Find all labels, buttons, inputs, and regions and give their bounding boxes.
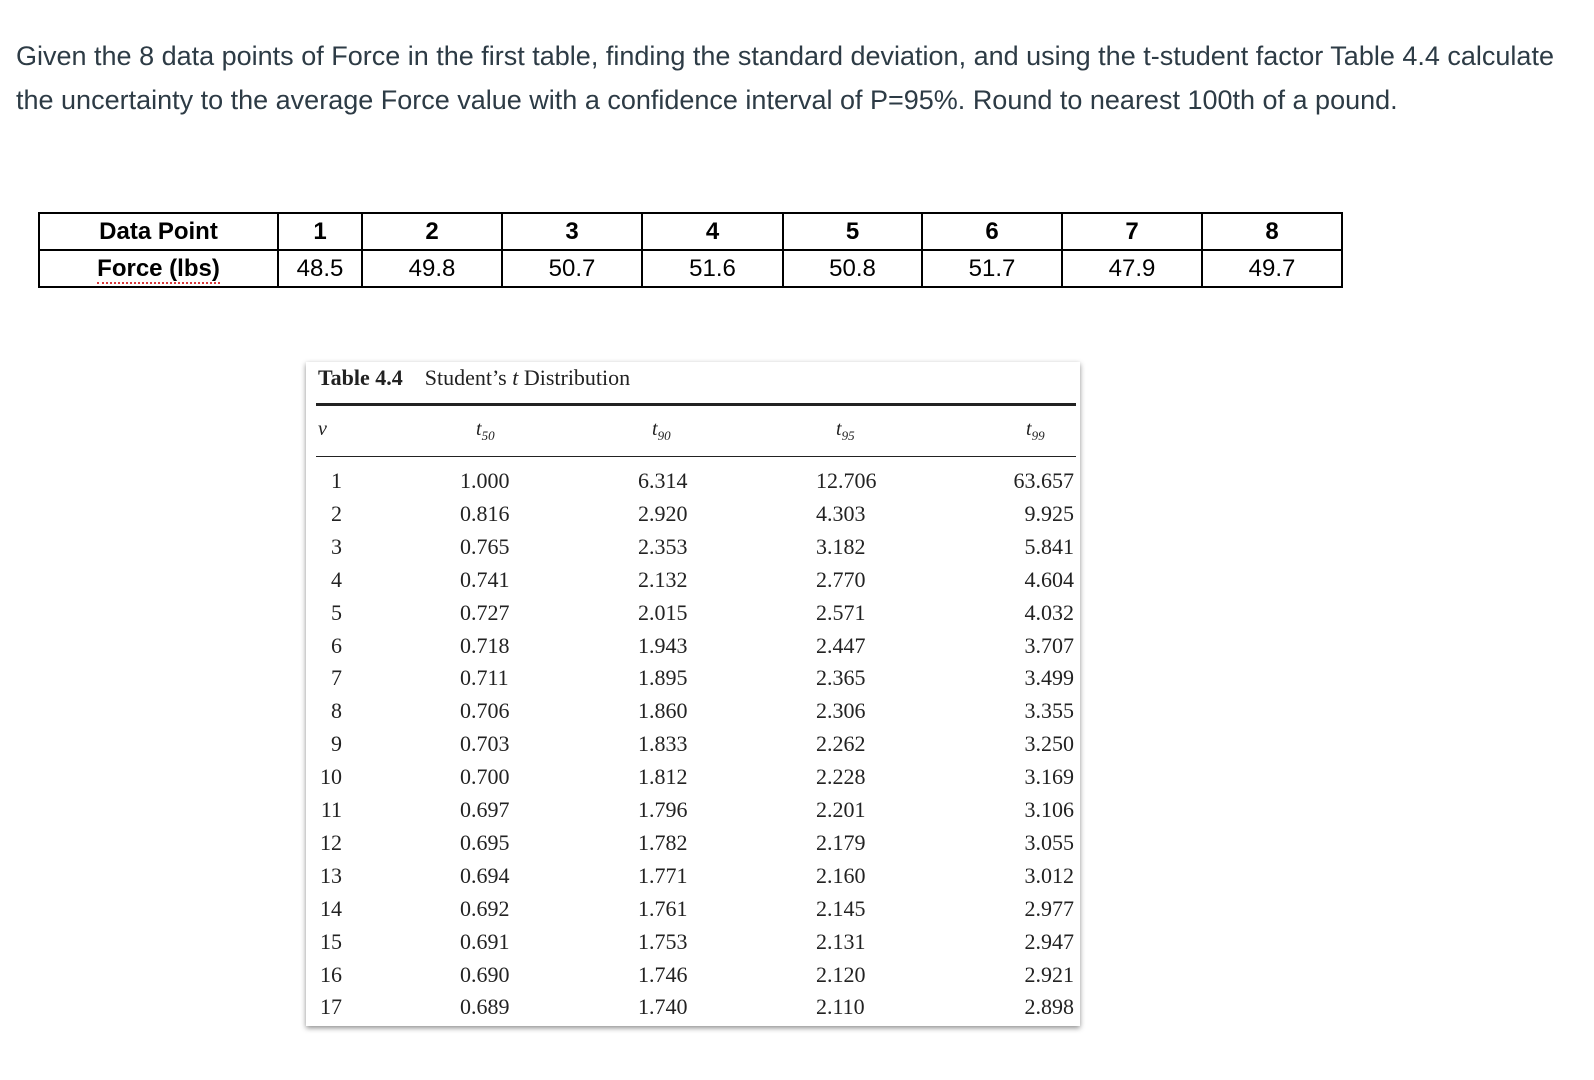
cell-nu: 2 xyxy=(331,500,342,526)
cell-t99: 3.499 xyxy=(1024,665,1074,691)
cell-t50: 0.741 xyxy=(460,566,510,592)
cell-t99: 5.841 xyxy=(1024,533,1074,559)
header-t99 xyxy=(1026,418,1045,444)
force-cell: 47.9 xyxy=(1062,250,1202,287)
cell-nu: 9 xyxy=(331,731,342,757)
cell-t50: 0.694 xyxy=(460,862,510,888)
table-caption xyxy=(318,365,630,391)
cell-t50: 0.718 xyxy=(460,632,510,658)
cell-t90: 1.943 xyxy=(638,632,688,658)
cell-nu: 12 xyxy=(320,829,342,855)
table-row xyxy=(306,633,1080,666)
cell-t50: 0.690 xyxy=(460,961,510,987)
table-row xyxy=(306,994,1080,1027)
table-row xyxy=(306,665,1080,698)
cell-t99: 3.707 xyxy=(1024,632,1074,658)
cell-t50: 0.816 xyxy=(460,500,510,526)
cell-t99: 3.012 xyxy=(1024,862,1074,888)
cell-t95: 2.447 xyxy=(816,632,866,658)
header-t-symbol: t xyxy=(652,418,658,440)
data-point-cell: 1 xyxy=(278,213,362,250)
table-row xyxy=(306,567,1080,600)
table-title-rest: Distribution xyxy=(518,365,631,390)
cell-t90: 1.782 xyxy=(638,829,688,855)
data-point-row xyxy=(39,213,1342,250)
row-label-data-point: Data Point xyxy=(39,213,278,250)
cell-t50: 0.765 xyxy=(460,533,510,559)
force-cell: 50.7 xyxy=(502,250,642,287)
force-cell: 49.7 xyxy=(1202,250,1342,287)
cell-t95: 2.201 xyxy=(816,797,866,822)
data-point-cell: 2 xyxy=(362,213,502,250)
force-row xyxy=(39,250,1342,287)
header-subscript: 95 xyxy=(841,428,855,443)
question-text: Given the 8 data points of Force in the first table, finding the standard deviation, and using the t-student factor Table 4.4 calculate the uncertainty to the average Force value with a confidence interval of P=95%. Round to nearest 100th of a pound. xyxy=(16,41,1554,115)
cell-t90: 1.761 xyxy=(638,895,688,921)
cell-t90: 1.860 xyxy=(638,698,688,724)
cell-t95: 2.179 xyxy=(816,829,866,855)
cell-t95: 2.306 xyxy=(816,698,866,724)
header-rule xyxy=(316,456,1076,457)
force-cell: 51.7 xyxy=(922,250,1062,287)
header-t95 xyxy=(836,418,855,444)
header-t90 xyxy=(652,418,671,444)
cell-t90: 1.771 xyxy=(638,862,688,888)
cell-t50: 0.695 xyxy=(460,829,510,855)
cell-t50: 0.697 xyxy=(460,797,510,822)
cell-t90: 1.753 xyxy=(638,928,688,954)
table-row xyxy=(306,863,1080,896)
table-row xyxy=(306,797,1080,830)
cell-nu: 4 xyxy=(331,566,342,592)
cell-nu: 13 xyxy=(320,862,342,888)
t-distribution-table-image xyxy=(306,362,1080,1026)
header-t50 xyxy=(476,418,495,444)
cell-t50: 0.703 xyxy=(460,731,510,757)
cell-t50: 0.711 xyxy=(460,665,509,691)
cell-nu: 6 xyxy=(331,632,342,658)
cell-nu: 15 xyxy=(320,928,342,954)
cell-t95: 3.182 xyxy=(816,533,866,559)
cell-t95: 2.770 xyxy=(816,566,866,592)
header-t-symbol: t xyxy=(836,418,842,440)
cell-nu: 11 xyxy=(320,797,342,822)
header-t-symbol: t xyxy=(1026,418,1032,440)
cell-t50: 0.689 xyxy=(460,994,510,1020)
cell-t90: 1.833 xyxy=(638,731,688,757)
table-title: Student’s xyxy=(424,365,513,390)
header-t-symbol: t xyxy=(476,418,482,440)
table-number: Table 4.4 xyxy=(318,365,403,390)
cell-t95: 2.571 xyxy=(816,599,866,625)
cell-t95: 2.110 xyxy=(816,994,865,1020)
data-point-cell: 8 xyxy=(1202,213,1342,250)
force-cell: 48.5 xyxy=(278,250,362,287)
force-data-table xyxy=(38,212,1343,288)
data-point-cell: 7 xyxy=(1062,213,1202,250)
cell-t95: 2.262 xyxy=(816,731,866,757)
cell-t99: 4.604 xyxy=(1024,566,1074,592)
header-subscript: 90 xyxy=(657,428,671,443)
data-point-cell: 3 xyxy=(502,213,642,250)
cell-t99: 2.947 xyxy=(1024,928,1074,954)
cell-t99: 9.925 xyxy=(1024,500,1074,526)
cell-t50: 0.727 xyxy=(460,599,510,625)
table-row xyxy=(306,534,1080,567)
cell-t95: 2.120 xyxy=(816,961,866,987)
table-row xyxy=(306,764,1080,797)
cell-t50: 0.692 xyxy=(460,895,510,921)
cell-t99: 2.898 xyxy=(1024,994,1074,1020)
cell-t50: 0.700 xyxy=(460,764,510,790)
cell-nu: 7 xyxy=(331,665,342,691)
cell-nu: 10 xyxy=(320,764,342,790)
cell-nu: 14 xyxy=(320,895,342,921)
cell-t90: 2.015 xyxy=(638,599,688,625)
cell-t50: 1.000 xyxy=(460,468,510,493)
cell-t95: 2.228 xyxy=(816,764,866,790)
cell-t90: 1.740 xyxy=(638,994,688,1020)
table-row xyxy=(306,698,1080,731)
top-rule xyxy=(316,403,1076,406)
cell-nu: 16 xyxy=(320,961,342,987)
cell-t50: 0.691 xyxy=(460,928,510,954)
cell-t90: 2.132 xyxy=(638,566,688,592)
cell-t90: 2.353 xyxy=(638,533,688,559)
force-cell: 49.8 xyxy=(362,250,502,287)
table-title-variable: t xyxy=(512,365,519,390)
data-point-cell: 6 xyxy=(922,213,1062,250)
cell-t90: 1.746 xyxy=(638,961,688,987)
header-subscript: 99 xyxy=(1031,428,1045,443)
table-row xyxy=(306,468,1080,501)
table-row xyxy=(306,929,1080,962)
data-point-cell: 5 xyxy=(783,213,922,250)
cell-nu: 3 xyxy=(331,533,342,559)
cell-t50: 0.706 xyxy=(460,698,510,724)
cell-nu: 1 xyxy=(331,468,342,493)
cell-t95: 2.131 xyxy=(816,928,866,954)
row-label-force xyxy=(39,250,278,287)
header-subscript: 50 xyxy=(481,428,495,443)
cell-t99: 4.032 xyxy=(1024,599,1074,625)
force-cell: 51.6 xyxy=(642,250,783,287)
cell-t90: 1.812 xyxy=(638,764,688,790)
table-row xyxy=(306,600,1080,633)
cell-t95: 2.160 xyxy=(816,862,866,888)
cell-t95: 12.706 xyxy=(816,468,877,493)
cell-t90: 6.314 xyxy=(638,468,688,493)
cell-t99: 3.169 xyxy=(1024,764,1074,790)
force-label-text: Force (lbs) xyxy=(97,254,220,282)
cell-t99: 3.106 xyxy=(1024,797,1074,822)
cell-t99: 2.921 xyxy=(1024,961,1074,987)
cell-t90: 1.895 xyxy=(638,665,688,691)
table-row xyxy=(306,501,1080,534)
data-point-cell: 4 xyxy=(642,213,783,250)
table-row xyxy=(306,830,1080,863)
cell-t95: 2.365 xyxy=(816,665,866,691)
cell-t90: 1.796 xyxy=(638,797,688,822)
cell-t99: 2.977 xyxy=(1024,895,1074,921)
cell-t90: 2.920 xyxy=(638,500,688,526)
cell-t95: 2.145 xyxy=(816,895,866,921)
cell-nu: 17 xyxy=(320,994,342,1020)
header-nu: ν xyxy=(318,418,327,440)
cell-nu: 5 xyxy=(331,599,342,625)
table-row xyxy=(306,962,1080,995)
table-header-row xyxy=(306,418,1080,451)
cell-nu: 8 xyxy=(331,698,342,724)
cell-t95: 4.303 xyxy=(816,500,866,526)
force-cell: 50.8 xyxy=(783,250,922,287)
cell-t99: 63.657 xyxy=(1013,468,1074,493)
cell-t99: 3.355 xyxy=(1024,698,1074,724)
table-row xyxy=(306,731,1080,764)
cell-t99: 3.055 xyxy=(1024,829,1074,855)
cell-t99: 3.250 xyxy=(1024,731,1074,757)
table-row xyxy=(306,896,1080,929)
